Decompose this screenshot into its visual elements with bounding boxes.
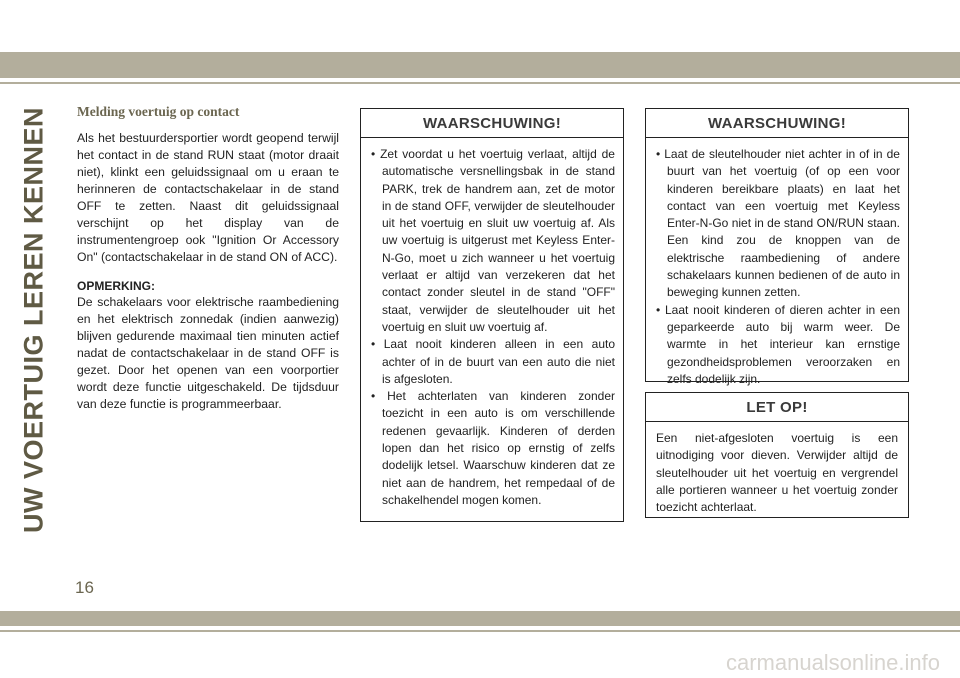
bottom-rule bbox=[0, 630, 960, 632]
warning-box-2-list bbox=[646, 138, 908, 396]
top-rule bbox=[0, 82, 960, 84]
left-column bbox=[77, 104, 339, 413]
watermark-text: carmanualsonline.info bbox=[725, 650, 940, 675]
warning-box-1-title: WAARSCHUWING! bbox=[361, 109, 623, 138]
section-heading: Melding voertuig op contact bbox=[77, 104, 240, 119]
warning-box-2 bbox=[645, 108, 909, 386]
warning-item: • Het achterlaten van kinderen zonder toezicht in een auto is om verschillende redenen gevaarlijk. Kinderen of derden lopen dan het risico op ernstig of zelfs dodelijk letsel. Waarschuw kinderen dat ze niet aan de handrem, het rempedaal of de schakelhendel mogen komen. bbox=[371, 388, 615, 509]
warning-box-2-title: WAARSCHUWING! bbox=[646, 109, 908, 138]
caution-text: Een niet-afgesloten voertuig is een uitnodiging voor dieven. Verwijder altijd de sleutelhouder uit het voertuig en vergrendel alle portieren wanneer u het voertuig zonder toezicht achterlaat. bbox=[656, 431, 898, 515]
warning-box-1 bbox=[360, 108, 624, 522]
chapter-side-title bbox=[14, 106, 54, 534]
caution-box-title: LET OP! bbox=[646, 393, 908, 422]
warning-box-1-list bbox=[361, 138, 623, 517]
warning-item: • Laat de sleutelhouder niet achter in of in de buurt van het voertuig (of op een voor kinderen bereikbare plaats) en laat het contact van een voertuig met Keyless Enter-N-Go niet in de stand ON/RUN staan. Een kind zou de knoppen van de elektrische raambediening of andere schakelaars kunnen bedienen of de auto in beweging kunnen zetten. bbox=[656, 146, 900, 302]
top-band bbox=[0, 52, 960, 78]
page-number: 16 bbox=[75, 578, 94, 597]
warning-item: • Zet voordat u het voertuig verlaat, altijd de automatische versnellingsbak in de stand PARK, trek de handrem aan, zet de motor in de stand OFF, verwijder de sleutelhouder uit het voertuig en sluit uw voertuig af. Als uw voertuig is uitgerust met Keyless Enter-N-Go, moet u zich wanneer u het voertuig verlaat er altijd van verzekeren dat het contact zonder sleutel in de stand "OFF" staat, verwijder de sleutelhouder uit het voertuig en sluit uw voertuig af. bbox=[371, 146, 615, 336]
bottom-band bbox=[0, 611, 960, 626]
note-text: De schakelaars voor elektrische raambediening en het elektrisch zonnedak (indien aanwezig) blijven gedurende maximaal tien minuten actief nadat de contactschakelaar in de stand OFF is gezet. Door het openen van een voorportier wordt deze functie uitgeschakeld. De tijdsduur van deze functie is programmeerbaar. bbox=[77, 295, 339, 411]
note-label: OPMERKING: bbox=[77, 279, 155, 293]
warning-item: • Laat nooit kinderen of dieren achter in een geparkeerde auto bij warm weer. De warmte in het interieur kan ernstige gezondheidsproblemen veroorzaken en zelfs dodelijk zijn. bbox=[656, 302, 900, 388]
caution-box bbox=[645, 392, 909, 518]
body-paragraph: Als het bestuurdersportier wordt geopend terwijl het contact in de stand RUN staat (motor draait niet), klinkt een geluidssignaal om u eraan te herinneren de contactschakelaar in de stand OFF te zetten. Naast dit geluidssignaal verschijnt op het display van de instrumentengroep ook "Ignition Or Accessory On" (contactschakelaar in de stand ON of ACC). bbox=[77, 131, 339, 264]
chapter-title-text: UW VOERTUIG LEREN KENNEN bbox=[18, 106, 49, 534]
warning-item: • Laat nooit kinderen alleen in een auto achter of in de buurt van een auto die niet is afgesloten. bbox=[371, 336, 615, 388]
